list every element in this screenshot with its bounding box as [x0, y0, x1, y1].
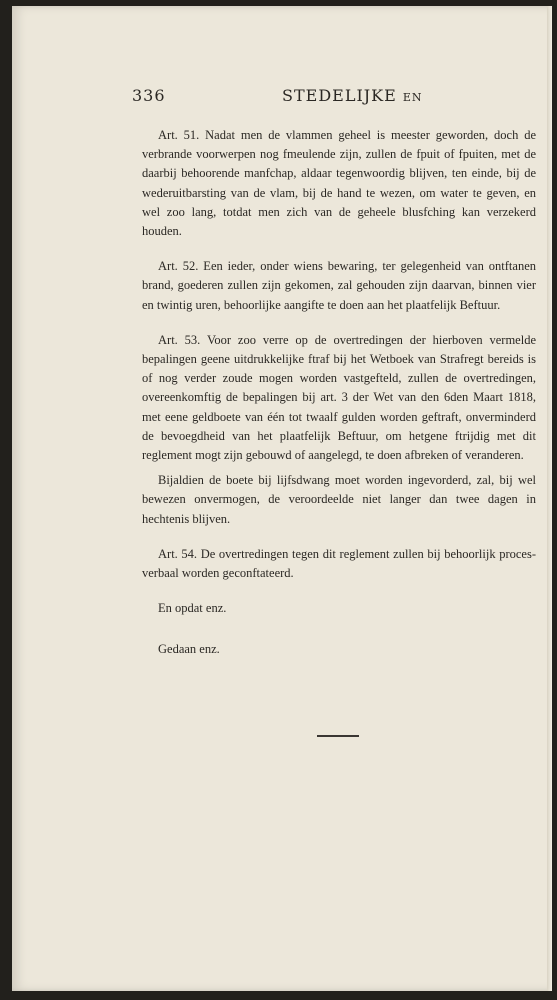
- article-53-fine-clause: Bijaldien de boete bij lijfsdwang moet worden ingevorderd, zal, bij wel bewezen onvermogen, de veroordeelde niet langer dan twee dagen in hechtenis blijven.: [142, 473, 536, 526]
- article-51: Art. 51. Nadat men de vlammen geheel is meester geworden, doch de verbrande voorwerpen nog fmeulende zijn, zullen de fpuit of fpuiten, met de daarbij behoorende manfchap, aldaar tegenwoordig blijven, ten einde, bij de wederuitbarsting van de vlam, bij de hand te wezen, om water te geven, en wel zoo lang, totdat men zich van de geheele blusfching kan verzekerd houden.: [142, 128, 536, 239]
- article-text: [142, 126, 536, 682]
- end-rule: [317, 735, 359, 737]
- running-title-main: STEDELIJKE: [282, 86, 397, 105]
- running-header: [132, 86, 532, 108]
- article-52: Art. 52. Een ieder, onder wiens bewaring, ter gelegenheid van ontftanen brand, goederen zullen zijn gekomen, zal gehouden zijn daarvan, binnen vier en twintig uren, behoorlijke aangifte te doen aan het plaatfelijk Beftuur.: [142, 259, 536, 312]
- article-54: Art. 54. De overtredingen tegen dit reglement zullen bij behoorlijk proces-verbaal worden geconftateerd.: [142, 546, 536, 581]
- running-title-suffix: EN: [402, 91, 423, 104]
- closing-formula: En opdat enz.: [158, 601, 227, 616]
- closing-done: Gedaan enz.: [158, 642, 220, 657]
- article-53: Art. 53. Voor zoo verre op de overtredingen der hierboven vermelde bepalingen geene uitdrukkelijke ftraf bij het Wetboek van Strafregt bereids is of nog verder zoude mogen worden vastgefteld, zullen de overtredingen, overeenkomftig de bepalingen bij art. 3 der Wet van den 6den Maart 1818, met eene geldboete van één tot twaalf gulden worden geftraft, onverminderd de bevoegdheid van het plaatfelijk Beftuur, om hetgene ftrijdig met dit reglement mogt zijn gebouwd of aangelegd, te doen afbreken of veranderen.: [142, 332, 536, 463]
- paper-page: [12, 6, 552, 991]
- running-title: [282, 86, 422, 105]
- page-edge: [547, 6, 552, 991]
- page-number: 336: [132, 86, 166, 105]
